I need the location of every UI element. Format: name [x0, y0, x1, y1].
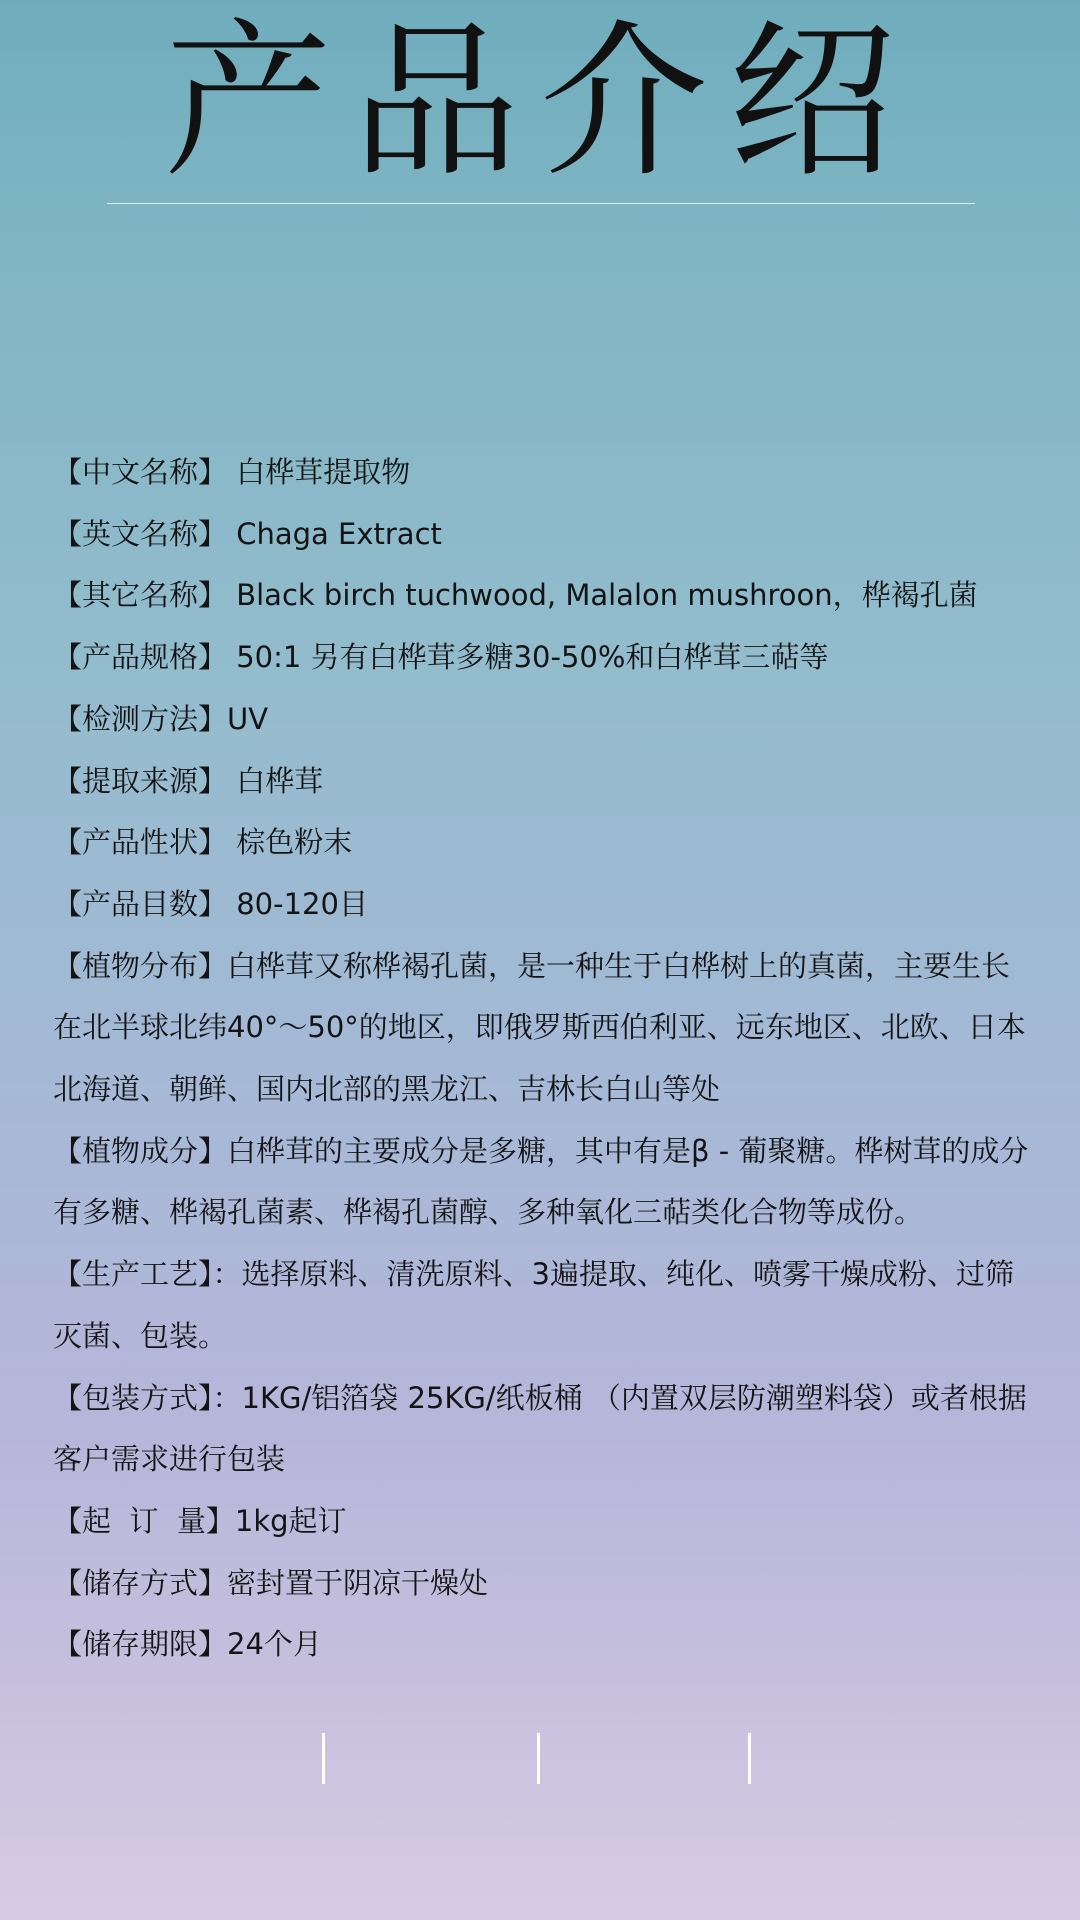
- info-row-storage-method: [53, 1553, 1033, 1615]
- info-label: 【检测方法】: [53, 701, 228, 736]
- product-info-list: [53, 442, 1033, 1676]
- info-label: 【中文名称】: [53, 455, 228, 489]
- info-value: Chaga Extract: [227, 516, 442, 551]
- info-label: 【储存方式】: [53, 1565, 228, 1600]
- info-row-plant-composition: [53, 1121, 1033, 1244]
- decorative-divider-bar: [537, 1733, 540, 1784]
- info-value: 24个月: [227, 1627, 322, 1662]
- info-value: 密封置于阴凉干燥处: [227, 1565, 489, 1600]
- info-label: 【其它名称】: [53, 578, 228, 613]
- info-row-appearance: [53, 812, 1033, 874]
- info-value: UV: [227, 701, 269, 736]
- title-divider: [107, 203, 975, 204]
- info-label: 【产品性状】: [53, 825, 228, 860]
- info-row-production-process: [53, 1244, 1033, 1367]
- info-label: 【包装方式】: [53, 1380, 213, 1415]
- info-value: ：选择原料、清洗原料、3遍提取、纯化、喷雾干燥成粉、过筛灭菌、包装。: [53, 1257, 1014, 1353]
- info-value: 1kg起订: [234, 1503, 347, 1538]
- info-row-packaging: [53, 1368, 1033, 1491]
- info-row-english-name: [53, 504, 1033, 566]
- info-label: 【起 订 量】: [53, 1503, 235, 1538]
- info-value: 80-120目: [227, 886, 368, 921]
- info-label: 【植物分布】: [53, 948, 228, 983]
- info-label: 【英文名称】: [53, 516, 228, 551]
- info-row-test-method: [53, 689, 1033, 751]
- info-label: 【储存期限】: [53, 1627, 228, 1662]
- decorative-divider-bar: [748, 1733, 751, 1784]
- info-row-chinese-name: [53, 442, 1033, 504]
- info-value: 白桦茸的主要成分是多糖，其中有是β - 葡聚糖。桦树茸的成分有多糖、桦褐孔菌素、桦褐孔菌醇、多种氧化三萜类化合物等成份。: [53, 1133, 1029, 1230]
- info-value: 棕色粉末: [227, 825, 353, 860]
- info-label: 【产品规格】: [53, 640, 228, 675]
- info-value: ：1KG/铝箔袋 25KG/纸板桶 （内置双层防潮塑料袋）或者根据客户需求进行包装: [53, 1380, 1027, 1477]
- info-label: 【产品目数】: [53, 886, 228, 921]
- decorative-divider-bar: [322, 1733, 325, 1784]
- info-row-shelf-life: [53, 1614, 1033, 1676]
- info-row-extraction-source: [53, 751, 1033, 813]
- info-label: 【植物成分】: [53, 1133, 228, 1168]
- info-value: 白桦茸提取物: [227, 455, 411, 489]
- info-label: 【生产工艺】: [53, 1257, 213, 1292]
- info-row-plant-distribution: [53, 936, 1033, 1121]
- info-row-mesh-size: [53, 874, 1033, 936]
- info-label: 【提取来源】: [53, 763, 228, 798]
- info-row-specification: [53, 627, 1033, 689]
- page-title: 产品介绍: [164, 4, 916, 200]
- info-value: 白桦茸又称桦褐孔菌，是一种生于白桦树上的真菌，主要生长在北半球北纬40°～50°的地区，即俄罗斯西伯利亚、远东地区、北欧、日本北海道、朝鲜、国内北部的黑龙江、吉林长白山等处: [53, 948, 1026, 1107]
- info-value: 白桦茸: [227, 763, 324, 798]
- info-value: 50:1 另有白桦茸多糖30-50%和白桦茸三萜等: [227, 640, 829, 675]
- info-row-other-names: [53, 565, 1033, 627]
- info-row-minimum-order: [53, 1491, 1033, 1553]
- info-value: Black birch tuchwood, Malalon mushroon，桦褐孔菌: [227, 578, 978, 613]
